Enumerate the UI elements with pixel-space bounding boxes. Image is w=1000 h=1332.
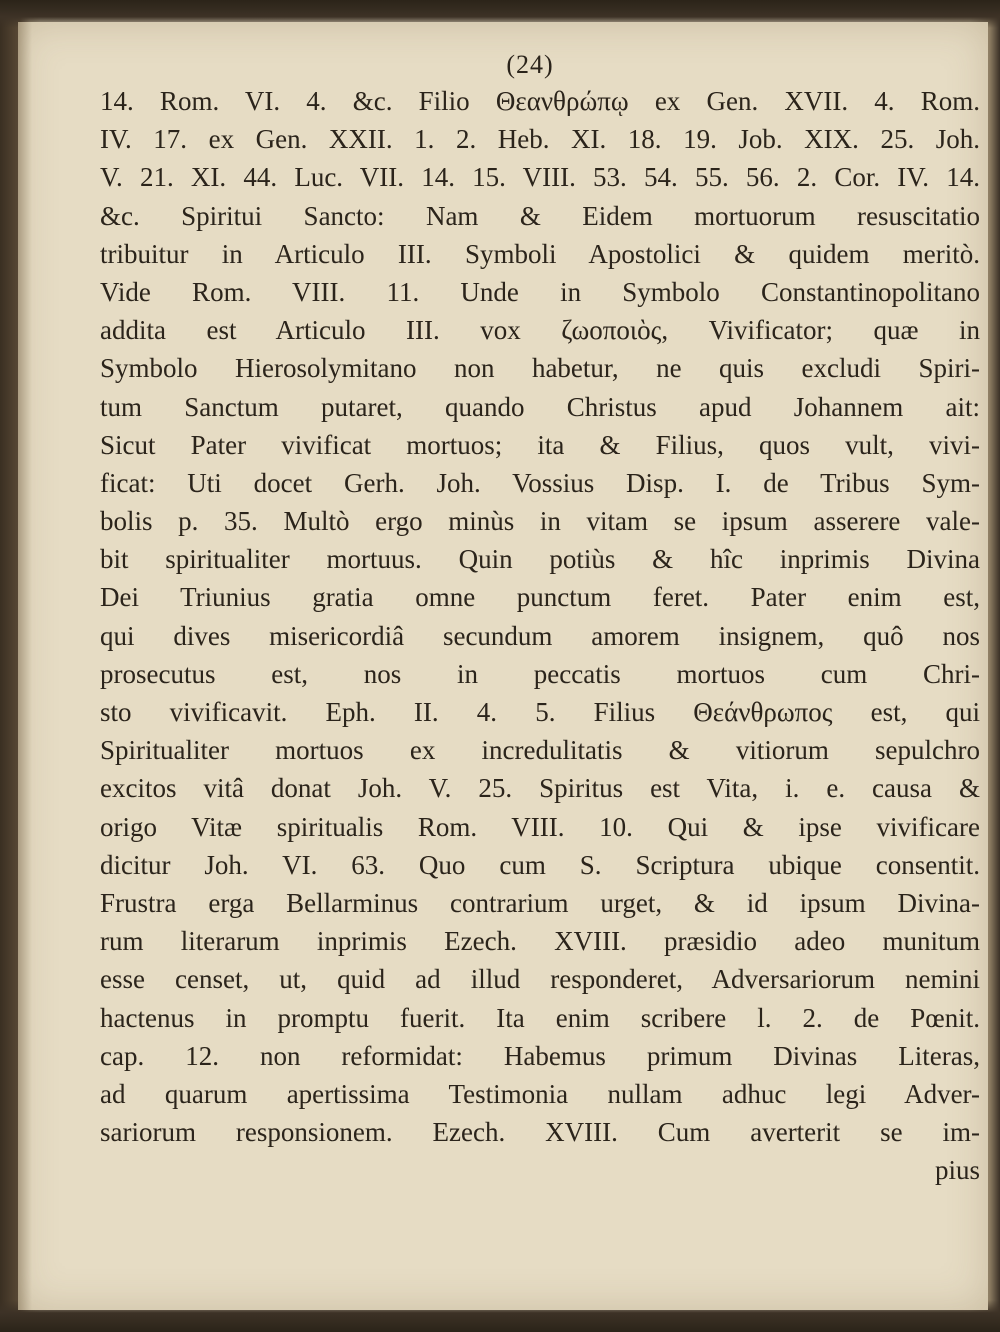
text-line: tribuitur in Articulo III. Symboli Apostolici & quidem meritò. [100, 238, 980, 269]
gutter-shadow [18, 22, 32, 1310]
text-line: tum Sanctum putaret, quando Christus apud Johannem ait: [100, 391, 980, 422]
text-line: 14. Rom. VI. 4. &c. Filio Θεανθρώπῳ ex Gen. XVII. 4. Rom. [100, 86, 980, 116]
text-line: bolis p. 35. Multò ergo minùs in vitam se ipsum asserere vale- [100, 506, 980, 537]
text-line: origo Vitæ spiritualis Rom. VIII. 10. Qui & ipse vivificare [100, 811, 980, 842]
text-line: rum literarum inprimis Ezech. XVIII. præsidio adeo munitum [100, 926, 980, 957]
text-line: ficat: Uti docet Gerh. Joh. Vossius Disp. I. de Tribus Sym- [100, 467, 980, 498]
text-line: Symbolo Hierosolymitano non habetur, ne quis excludi Spiri- [100, 353, 980, 384]
text-line: cap. 12. non reformidat: Habemus primum Divinas Literas, [100, 1040, 980, 1071]
text-line: Vide Rom. VIII. 11. Unde in Symbolo Constantinopolitano [100, 276, 980, 307]
text-line: Spiritualiter mortuos ex incredulitatis & vitiorum sepulchro [100, 735, 980, 766]
text-line: sariorum responsionem. Ezech. XVIII. Cum averterit se im- [100, 1117, 980, 1148]
text-line: dicitur Joh. VI. 63. Quo cum S. Scriptura ubique consentit. [100, 849, 980, 880]
text-line: hactenus in promptu fuerit. Ita enim scribere l. 2. de Pœnit. [100, 1002, 980, 1033]
text-line: esse censet, ut, quid ad illud responderet, Adversariorum nemini [100, 964, 980, 995]
text-line: Dei Triunius gratia omne punctum feret. Pater enim est, [100, 582, 980, 613]
text-line: ad quarum apertissima Testimonia nullam adhuc legi Adver- [100, 1078, 980, 1109]
catchword: pius [934, 1155, 980, 1186]
text-line: Frustra erga Bellarminus contrarium urget, & id ipsum Divina- [100, 887, 980, 918]
text-line: sto vivificavit. Eph. II. 4. 5. Filius Θεάνθρωπος est, qui [100, 697, 980, 727]
text-line: IV. 17. ex Gen. XXII. 1. 2. Heb. XI. 18. 19. Job. XIX. 25. Joh. [100, 124, 980, 155]
text-line: bit spiritualiter mortuus. Quin potiùs & hîc inprimis Divina [100, 544, 980, 575]
text-line: qui dives misericordiâ secundum amorem insignem, quô nos [100, 620, 980, 651]
text-line: prosecutus est, nos in peccatis mortuos cum Chri- [100, 658, 980, 689]
text-line: excitos vitâ donat Joh. V. 25. Spiritus est Vita, i. e. causa & [100, 773, 980, 804]
page-text [100, 82, 980, 1189]
page-number: (24) [506, 50, 554, 79]
text-line: &c. Spiritui Sancto: Nam & Eidem mortuorum resuscitatio [100, 200, 980, 231]
text-line: addita est Articulo III. vox ζωοποιὸς, Vivificator; quæ in [100, 315, 980, 346]
text-line: Sicut Pater vivificat mortuos; ita & Filius, quos vult, vivi- [100, 429, 980, 460]
text-line: V. 21. XI. 44. Luc. VII. 14. 15. VIII. 53. 54. 55. 56. 2. Cor. IV. 14. [100, 162, 980, 193]
